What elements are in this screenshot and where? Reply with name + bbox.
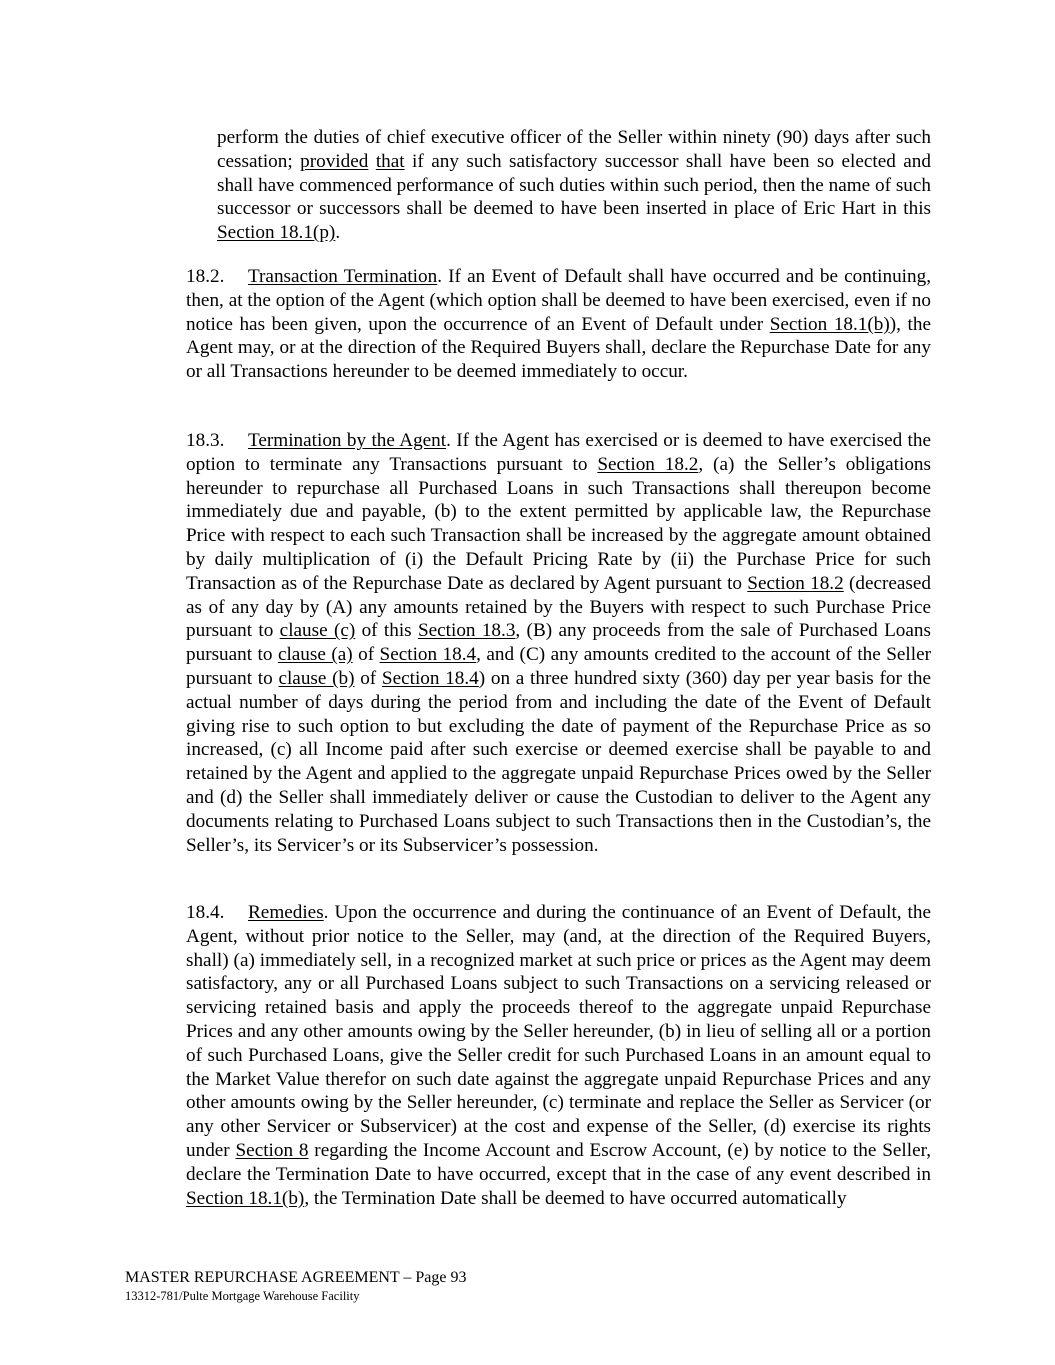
text-run: if any such satisfactory successor shall have been so elected and shall have commenced performance of such duties within such period, then the name of such successor or successors shall be deemed to have been inserted in place of Eric Hart in this xyxy=(217,150,931,220)
section-reference: Section 18.3 xyxy=(417,620,516,642)
text-run: ) on a three hundred sixty (360) day per year basis for the actual number of days during the period from and including the date of the Event of Default giving rise to such option to but excluding the date of payment of the Repurchase Price as so increased, (c) all Income paid after such exercise or deemed exercise shall be payable to and retained by the Agent and applied to the aggregate unpaid Repurchase Prices owed by the Seller and (d) the Seller shall immediately deliver or cause the Custodian to deliver to the Agent any documents relating to Purchased Loans subject to such Transactions then in the Custodian’s, the Seller’s, its Servicer’s or its Subservicer’s possession. xyxy=(186,667,931,856)
section-reference: Section 18.4 xyxy=(379,644,477,666)
section-reference: Section 18.1(b) xyxy=(769,313,890,335)
section-heading: Remedies xyxy=(248,902,324,923)
text-run: perform the duties of chief executive officer of the Seller within ninety (90) days after such cessation; xyxy=(217,127,931,172)
section-number: 18.3. xyxy=(186,430,225,451)
text-run: , (a) the Seller’s obligations hereunder to repurchase all Purchased Loans in such Transactions shall thereupon become immediately due and payable, (b) to the extent permitted by applicable law, the Repurchase Price with respect to each such Transaction shall be increased by the aggregate amount obtained by daily multiplication of (i) the Default Pricing Rate by (ii) the Purchase Price for such Transaction as of the Repurchase Date as declared by Agent pursuant to xyxy=(186,453,931,594)
footer-document-id: 13312-781/Pulte Mortgage Warehouse Facility xyxy=(125,1289,360,1303)
clause-reference: clause (c) xyxy=(279,620,356,642)
text-run: regarding the Income Account and Escrow Account, (e) by notice to the Seller, declare the Termination Date to have occurred, except that in the case of any event described in xyxy=(186,1139,932,1185)
emphasis-that: that xyxy=(375,150,405,172)
text-run: of xyxy=(354,667,382,689)
text-run: . If the Agent has exercised or is deemed to have exercised the option to terminate any Transactions pursuant to xyxy=(186,430,931,475)
paragraph-section-18-4 xyxy=(186,901,931,1210)
section-heading: Termination by the Agent xyxy=(248,430,447,451)
section-reference: Section 8 xyxy=(235,1139,309,1161)
text-run: . Upon the occurrence and during the continuance of an Event of Default, the Agent, without prior notice to the Seller, may (and, at the direction of the Required Buyers, shall) (a) immediately sell, in a recognized market at such price or prices as the Agent may deem satisfactory, any or all Purchased Loans subject to such Transactions on a servicing released or servicing retained basis and apply the proceeds thereof to the aggregate unpaid Repurchase Prices and any other amounts owing by the Seller hereunder, (b) in lieu of selling all or a portion of such Purchased Loans, give the Seller credit for such Purchased Loans in an amount equal to the Market Value therefor on such date against the aggregate unpaid Repurchase Prices and any other amounts owing by the Seller hereunder, (c) terminate and replace the Seller as Servicer (or any other Servicer or Subservicer) at the cost and expense of the Seller, (d) exercise its rights under xyxy=(186,902,931,1161)
paragraph-continuation xyxy=(217,126,931,245)
section-reference: Section 18.2 xyxy=(597,453,699,475)
paragraph-section-18-3 xyxy=(186,429,931,857)
section-reference: Section 18.4 xyxy=(381,667,479,689)
text-run: , (B) any proceeds from the sale of Purchased Loans pursuant to xyxy=(186,620,931,666)
section-reference: Section 18.1(b) xyxy=(186,1187,305,1209)
section-reference: Section 18.1(p) xyxy=(217,222,336,244)
text-run: , the Termination Date shall be deemed to have occurred automatically xyxy=(304,1187,847,1209)
paragraph-section-18-2 xyxy=(186,265,931,384)
text-run: ), the Agent may, or at the direction of the Required Buyers shall, declare the Repurchase Date for any or all Transactions hereunder to be deemed immediately to occur. xyxy=(186,313,931,383)
text-run: of xyxy=(352,644,380,666)
footer-title: MASTER REPURCHASE AGREEMENT – Page 93 xyxy=(125,1269,467,1286)
text-run: (decreased as of any day by (A) any amounts retained by the Buyers with respect to such Purchase Price pursuant to xyxy=(186,572,931,642)
text-run: of this xyxy=(355,620,418,642)
text-run: , and (C) any amounts credited to the account of the Seller pursuant to xyxy=(186,644,931,689)
section-number: 18.2. xyxy=(186,266,225,287)
section-number: 18.4. xyxy=(186,902,225,923)
section-heading: Transaction Termination xyxy=(248,266,438,287)
text-run: . If an Event of Default shall have occurred and be continuing, then, at the option of the Agent (which option shall be deemed to have been exercised, even if no notice has been given, upon the occurrence of an Event of Default under xyxy=(186,266,931,335)
text-run: . xyxy=(335,222,341,244)
clause-reference: clause (b) xyxy=(278,667,355,689)
emphasis-provided: provided xyxy=(300,150,369,172)
clause-reference: clause (a) xyxy=(277,644,353,666)
section-reference: Section 18.2 xyxy=(747,572,844,594)
